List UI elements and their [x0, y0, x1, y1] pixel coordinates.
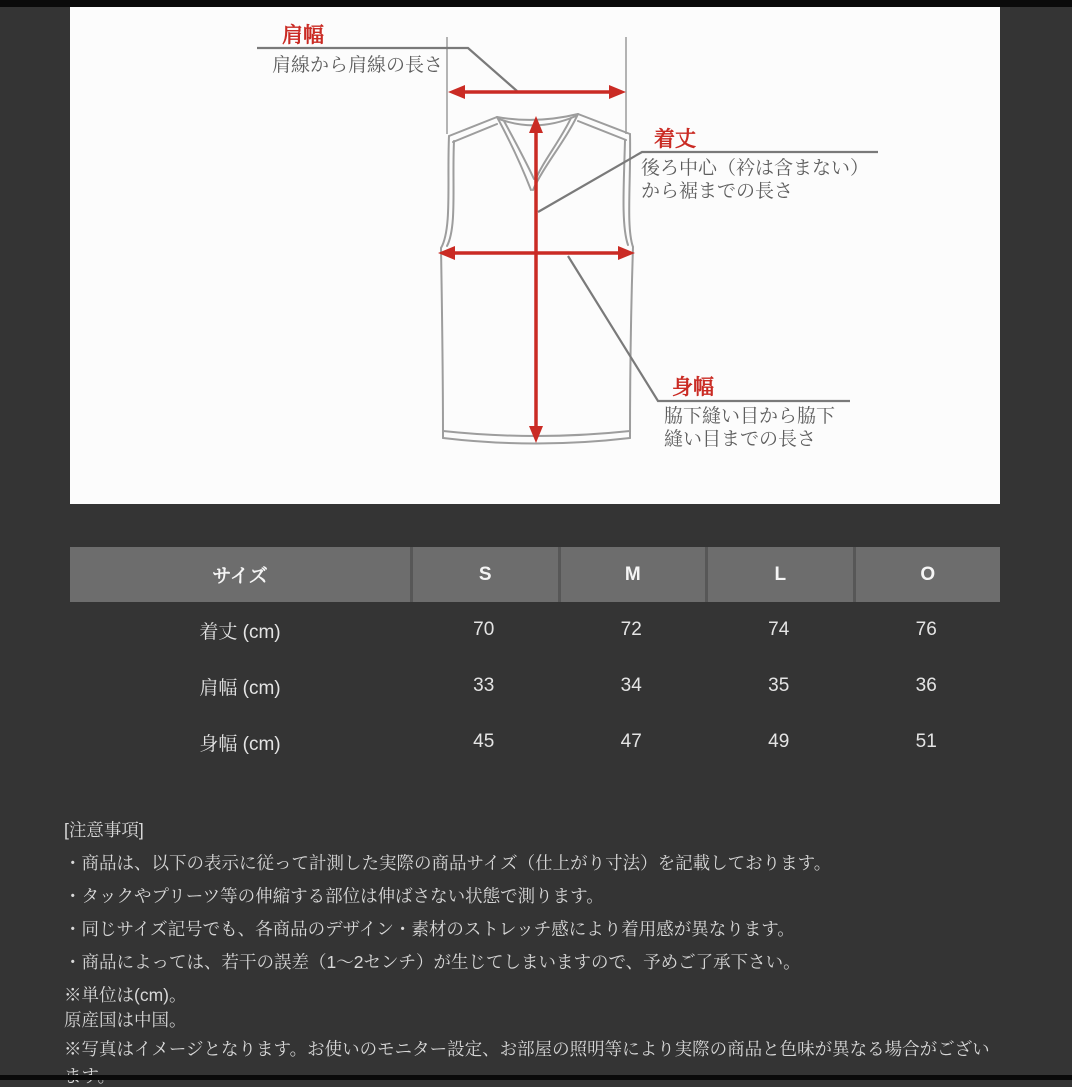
shoulder-width-description: 肩線から肩線の長さ [272, 55, 444, 76]
right-side-seam-path [630, 247, 633, 438]
vneck-inner-left-path [504, 121, 534, 179]
top-letterbox-bar [0, 0, 1072, 7]
shoulder-width-label: 肩幅 [282, 24, 324, 47]
cell-value: 74 [768, 619, 790, 640]
header-cell-size: サイズ [212, 566, 268, 587]
note-line: ・タックやプリーツ等の伸縮する部位は伸ばさない状態で測ります。 [64, 886, 604, 906]
header-cell-s: S [410, 547, 558, 602]
arrowhead-bottom [529, 426, 543, 443]
note-line: ・同じサイズ記号でも、各商品のデザイン・素材のストレッチ感により着用感が異なります。 [64, 919, 795, 939]
table-row [70, 658, 1000, 714]
body-length-description-line2: から裾までの長さ [641, 181, 794, 202]
vneck-outer-left-path [497, 117, 531, 190]
row-label: 身幅 (cm) [199, 733, 281, 755]
size-table-header-row [70, 547, 1000, 602]
body-length-label: 着丈 [654, 128, 696, 151]
arrowhead-left [448, 85, 465, 99]
vest-diagram [70, 7, 1000, 504]
note-line: ※写真はイメージとなります。お使いのモニター設定、お部屋の照明等により実際の商品と色味が異なる場合がござい [64, 1039, 990, 1059]
measurement-arrows [438, 85, 635, 443]
body-width-description-line2: 縫い目までの長さ [664, 429, 817, 450]
header-cell-l: L [705, 547, 853, 602]
cell-value: 45 [473, 731, 495, 752]
right-armhole-path [629, 134, 633, 247]
cell-value: 70 [473, 619, 495, 640]
left-side-seam-path [441, 248, 443, 438]
size-table [70, 547, 1000, 770]
arrowhead-right [609, 85, 626, 99]
shoulder-width-arrow [448, 85, 626, 99]
body-width-description [664, 405, 835, 451]
cell-value: 33 [473, 675, 495, 696]
note-line: 原産国は中国。 [64, 1010, 187, 1030]
table-row [70, 602, 1000, 658]
row-label: 肩幅 (cm) [199, 677, 281, 699]
note-line: ・商品は、以下の表示に従って計測した実際の商品サイズ（仕上がり寸法）を記載しております。 [64, 853, 832, 873]
body-width-description-line1: 脇下縫い目から脇下 [664, 406, 836, 427]
notes-heading: [注意事項] [64, 820, 144, 840]
note-line: ・商品によっては、若干の誤差（1〜2センチ）が生じてしまいますので、予めご了承下さい。 [64, 952, 801, 972]
header-cell-o: O [853, 547, 1001, 602]
body-length-arrow [529, 116, 543, 443]
cell-value: 34 [620, 675, 642, 696]
row-label: 着丈 (cm) [199, 621, 281, 643]
bottom-letterbox-bar [0, 1075, 1072, 1080]
left-armhole-path [441, 136, 449, 248]
cell-value: 76 [915, 619, 937, 640]
note-line: ※単位は(cm)。 [64, 985, 187, 1005]
cell-value: 49 [768, 731, 790, 752]
header-cell-m: M [558, 547, 706, 602]
body-length-description-line1: 後ろ中心（衿は含まない） [641, 158, 870, 179]
cell-value: 47 [620, 731, 642, 752]
right-armhole-inner-path [624, 140, 629, 245]
body-width-label: 身幅 [672, 376, 714, 399]
vneck-inner-right-path [536, 118, 571, 179]
cell-value: 51 [915, 731, 937, 752]
table-row [70, 714, 1000, 770]
cell-value: 36 [915, 675, 937, 696]
cell-value: 35 [768, 675, 790, 696]
body-length-description [641, 157, 869, 203]
notes-section [64, 820, 1034, 1087]
measurement-diagram-panel [70, 7, 1000, 504]
cell-value: 72 [620, 619, 642, 640]
callout-lines [257, 48, 878, 401]
